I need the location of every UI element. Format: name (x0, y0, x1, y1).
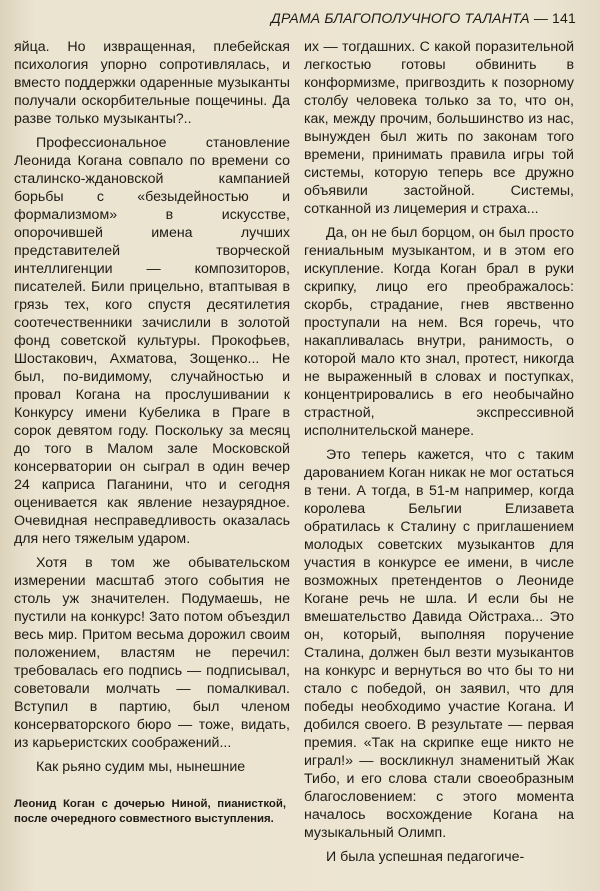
paragraph: Как рьяно судим мы, нынешние (36, 759, 246, 775)
page-number: 141 (552, 10, 576, 26)
header-dash: — (533, 10, 549, 26)
paragraph: яйца. Но извращенная, плебейская психология упорно сопротивлялась, и вместо поддержки одаренные музыканты получали оскорбительные пощечины. Да разве только музыканты?.. (14, 39, 290, 127)
photo-caption: Леонид Коган с дочерью Ниной, пианисткой, после очередного совместного выступления. (14, 798, 286, 825)
paragraph: их — тогдашних. С какой поразительной легкостью готовы обвинить в конформизме, пригвоздить к позорному столбу человека только за то, что он, как, между прочим, большинство из нас, вынужден был жить по законам того времени, принимать правила игры той системы, которую теперь все дружно объявили застойной. Системы, сотканной из лицемерия и страха... (304, 39, 574, 217)
right-column (304, 38, 574, 872)
paragraph: И была успешная педагогиче- (326, 849, 525, 865)
paragraph: Это теперь кажется, что с таким дарованием Коган никак не мог остаться в тени. А тогда, в 51-м например, когда королева Бельгии Елизавета обратилась к Сталину с приглашением молодых советских музыкантов для участия в конкурсе ее имени, в числе возможных претендентов о Леониде Когане речь не шла. И если бы не вмешательство Давида Ойстраха... Это он, который, выполняя поручение Сталина, должен был везти музыкантов на конкурс и вернуться во что бы то ни стало с победой, он заявил, что для победы необходимо участие Когана. И добился своего. В результате — первая премия. «Так на скрипке еще никто не играл!» — воскликнул знаменитый Жак Тибо, и его слова стали своеобразным благословением: с этого момента началось восхождение Когана на музыкальный Олимп. (304, 447, 574, 841)
paragraph: Хотя в том же обывательском измерении масштаб этого события не столь уж значителен. Подумаешь, не пустили на конкурс! Зато потом объездил весь мир. Притом весьма дорожил своим положением, властям не перечил: требовалась его подпись — подписывал, советовали молчать — помалкивал. Вступил в партию, был членом консерваторского бюро — тоже, видать, из карьеристских соображений... (14, 555, 290, 751)
paragraph: Профессиональное становление Леонида Когана совпало по времени со сталинско-ждановской кампанией борьбы с «безыдейностью и формализмом» в искусстве, опорочившей имена лучших представителей творческой интеллигенции — композиторов, писателей. Били прицельно, втаптывая в грязь тех, кого спустя десятилетия соотечественники зачислили в золотой фонд советской культуры. Прокофьев, Шостакович, Ахматова, Зощенко... Не был, по-видимому, случайностью и провал Когана на прослушивании к Конкурсу имени Кубелика в Праге в сорок девятом году. Поскольку за месяц до того в Малом зале Московской консерватории он сыграл в один вечер 24 каприса Паганини, что и сегодня оценивается как явление незаурядное. Очевидная несправедливость оказалась для него тяжелым ударом. (14, 135, 290, 547)
running-title: ДРАМА БЛАГОПОЛУЧНОГО ТАЛАНТА (270, 10, 530, 26)
paragraph: Да, он не был борцом, он был просто гениальным музыкантом, и в этом его искупление. Когда Коган брал в руки скрипку, лицо его преображалось: скорбь, страдание, гнев явственно проступали на нем. Вся горечь, что накапливалась внутри, ранимость, о которой мало кто знал, протест, никогда не выраженный в словах и поступках, концентрировались в его необычайно страстной, экспрессивной исполнительской манере. (304, 225, 574, 439)
running-header (250, 10, 576, 26)
left-column (14, 38, 290, 782)
